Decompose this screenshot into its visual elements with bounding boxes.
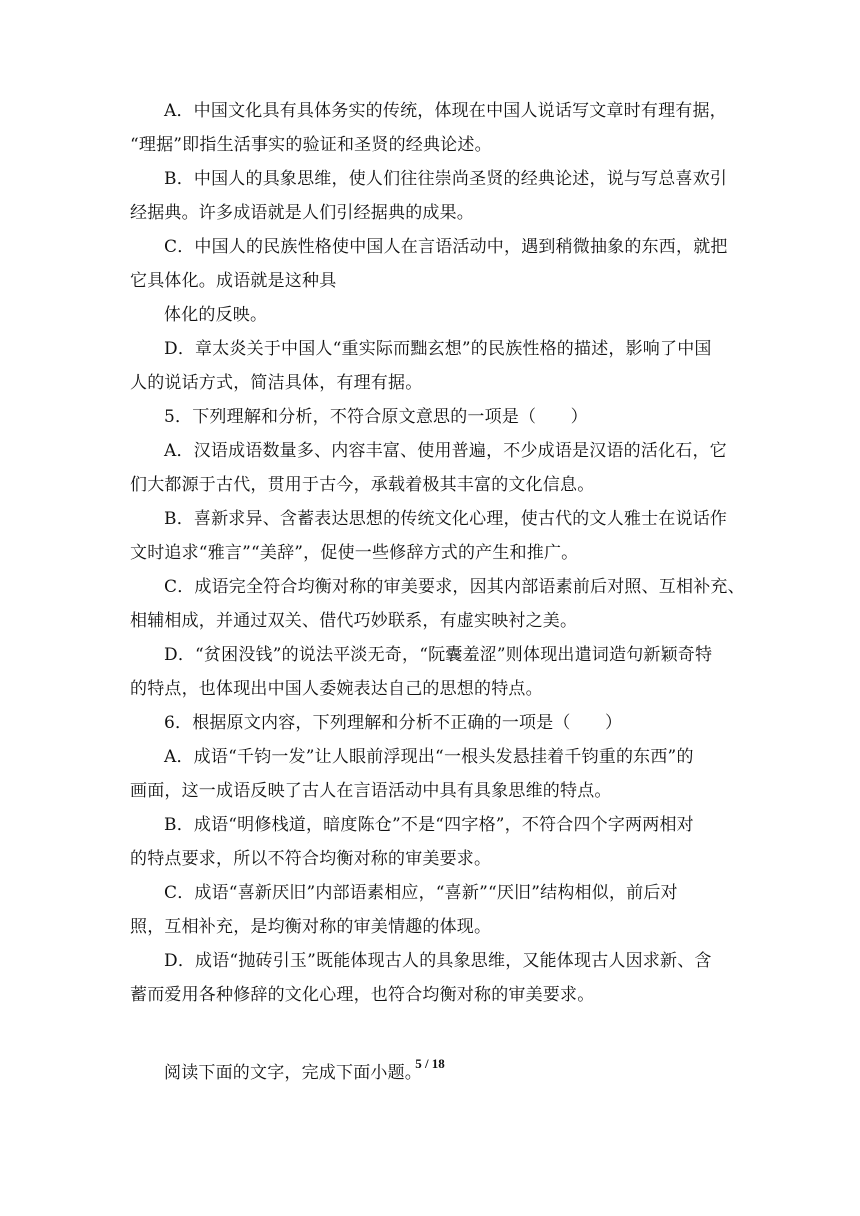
- option-d-q4-line2: 人的说话方式，简洁具体，有理有据。: [130, 373, 423, 393]
- option-d-q6-line2: 蓄而爱用各种修辞的文化心理，也符合均衡对称的审美要求。: [130, 985, 595, 1005]
- option-c-q5-line2: 相辅相成，并通过双关、借代巧妙联系，有虚实映衬之美。: [130, 611, 578, 631]
- option-c-q4-line1: C．中国人的民族性格使中国人在言语活动中，遇到稍微抽象的东西，就把: [164, 237, 728, 257]
- option-a-q6-line1: A．成语“千钧一发”让人眼前浮现出“一根头发悬挂着千钧重的东西”的: [164, 747, 694, 767]
- question-6: 6．根据原文内容，下列理解和分析不正确的一项是（ ）: [164, 713, 623, 733]
- option-b-q5-line2: 文时追求“雅言”“美辞”，促使一些修辞方式的产生和推广。: [130, 543, 579, 563]
- paragraph-gap: [130, 1012, 730, 1056]
- option-a-q4-line2: “理据”即指生活事实的验证和圣贤的经典论述。: [130, 135, 492, 155]
- reading-instruction: 阅读下面的文字，完成下面小题。: [164, 1063, 422, 1083]
- option-a-q6-line2: 画面，这一成语反映了古人在言语活动中具有具象思维的特点。: [130, 781, 612, 801]
- option-a-q5-line1: A．汉语成语数量多、内容丰富、使用普遍，不少成语是汉语的活化石，它: [164, 441, 727, 461]
- option-b-q6-line1: B．成语“明修栈道，暗度陈仓”不是“四字格”，不符合四个字两两相对: [164, 815, 694, 835]
- option-b-q6-line2: 的特点要求，所以不符合均衡对称的审美要求。: [130, 849, 492, 869]
- option-a-q5-line2: 们大都源于古代，贯用于古今，承载着极其丰富的文化信息。: [130, 475, 595, 495]
- option-d-q5-line2: 的特点，也体现出中国人委婉表达自己的思想的特点。: [130, 679, 543, 699]
- option-d-q6-line1: D．成语“抛砖引玉”既能体现古人的具象思维，又能体现古人因求新、含: [164, 951, 712, 971]
- question-5: 5．下列理解和分析，不符合原文意思的一项是（ ）: [164, 407, 588, 427]
- option-c-q6-line1: C．成语“喜新厌旧”内部语素相应，“喜新”“厌旧”结构相似，前后对: [164, 883, 678, 903]
- option-c-q5-line1: C．成语完全符合均衡对称的审美要求，因其内部语素前后对照、互相补充、: [164, 577, 745, 597]
- option-b-q4-line1: B．中国人的具象思维，使人们往往崇尚圣贤的经典论述，说与写总喜欢引: [164, 169, 728, 189]
- option-b-q4-line2: 经据典。许多成语就是人们引经据典的成果。: [130, 203, 474, 223]
- option-b-q5-line1: B．喜新求异、含蓄表达思想的传统文化心理，使古代的文人雅士在说话作: [164, 509, 728, 529]
- page-number: 5 / 18: [415, 1056, 445, 1071]
- option-d-q4-line1: D．章太炎关于中国人“重实际而黜玄想”的民族性格的描述，影响了中国: [164, 339, 712, 359]
- option-c-q6-line2: 照，互相补充，是均衡对称的审美情趣的体现。: [130, 917, 492, 937]
- option-a-q4-line1: A．中国文化具有具体务实的传统，体现在中国人说话写文章时有理有据，: [164, 101, 727, 121]
- option-c-q4-line2: 它具体化。成语就是这种具: [130, 271, 337, 291]
- option-d-q5-line1: D．“贫困没钱”的说法平淡无奇，“阮囊羞涩”则体现出遣词造句新颖奇特: [164, 645, 713, 665]
- document-body: [130, 94, 745, 1090]
- option-c-q4-line3: 体化的反映。: [164, 305, 268, 325]
